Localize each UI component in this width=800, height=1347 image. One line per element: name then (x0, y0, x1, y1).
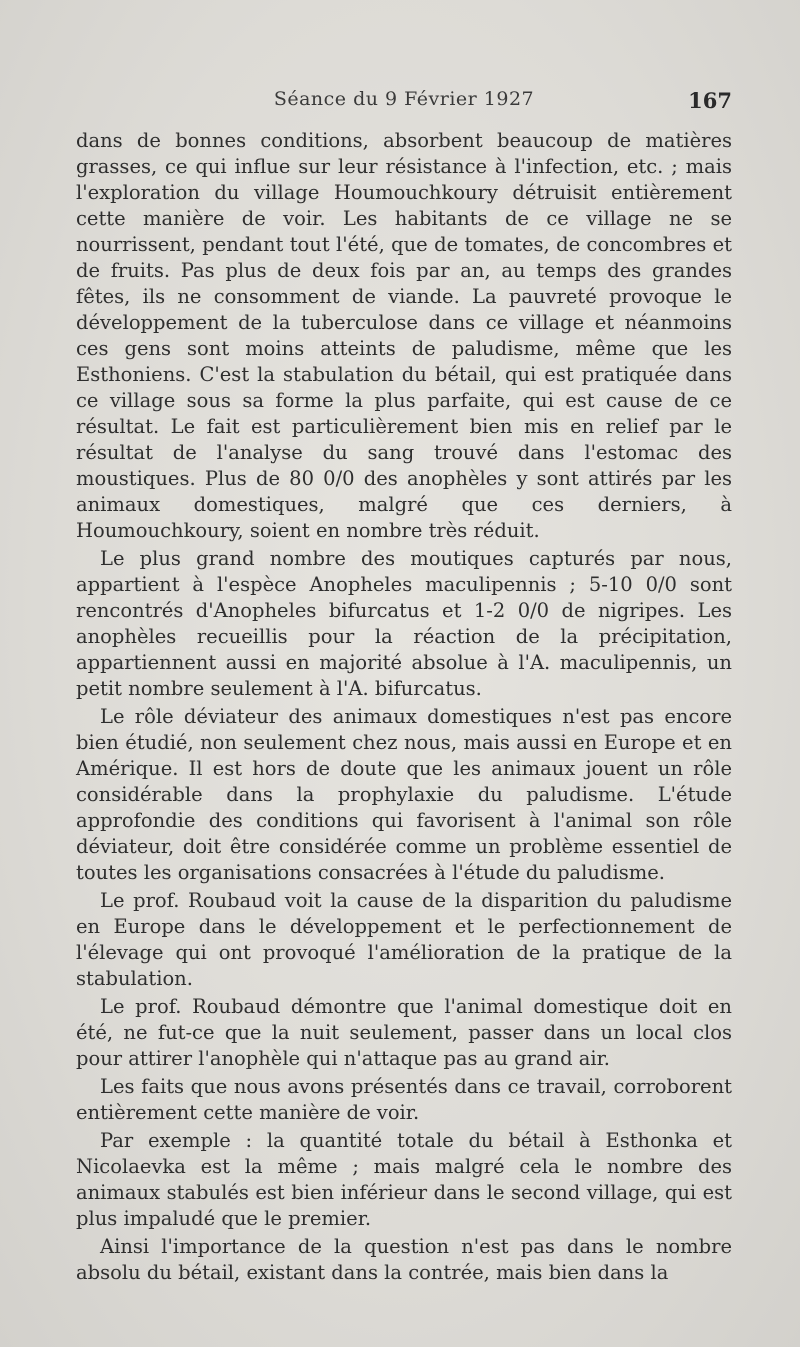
paragraph: Le rôle déviateur des animaux domestiques n'est pas encore bien étudié, non seulement chez nous, mais aussi en Europe et en Amérique. Il est hors de doute que les animaux jouent un rôle considérable dans la prophylaxie du paludisme. L'étude approfondie des conditions qui favorisent à l'animal son rôle déviateur, doit être considérée comme un problème essentiel de toutes les organisations consacrées à l'étude du paludisme. (76, 705, 732, 884)
paragraph: Les faits que nous avons présentés dans ce travail, corroborent entièrement cette manière de voir. (76, 1075, 732, 1124)
paragraph: dans de bonnes conditions, absorbent beaucoup de matières grasses, ce qui influe sur leur résistance à l'infection, etc. ; mais l'exploration du village Houmouchkoury détruisit entièrement cette manière de voir. Les habitants de ce village ne se nourrissent, pendant tout l'été, que de tomates, de concombres et de fruits. Pas plus de deux fois par an, au temps des grandes fêtes, ils ne consomment de viande. La pauvreté provoque le développement de la tuberculose dans ce village et néanmoins ces gens sont moins atteints de paludisme, même que les Esthoniens. C'est la stabulation du bétail, qui est pratiquée dans ce village sous sa forme la plus parfaite, qui est cause de ce résultat. Le fait est particulièrement bien mis en relief par le résultat de l'analyse du sang trouvé dans l'estomac des moustiques. Plus de 80 0/0 des anophèles y sont attirés par les animaux domestiques, malgré que ces derniers, à Houmouchkoury, soient en nombre très réduit. (76, 129, 732, 542)
paragraph: Le prof. Roubaud voit la cause de la disparition du paludisme en Europe dans le développement et le perfectionnement de l'élevage qui ont provoqué l'amélioration de la pratique de la stabulation. (76, 889, 732, 990)
page-header (76, 88, 732, 118)
paragraph: Le plus grand nombre des moutiques capturés par nous, appartient à l'espèce Anopheles maculipennis ; 5-10 0/0 sont rencontrés d'Anopheles bifurcatus et 1-2 0/0 de nigripes. Les anophèles recueillis pour la réaction de la précipitation, appartiennent aussi en majorité absolue à l'A. maculipennis, un petit nombre seulement à l'A. bifurcatus. (76, 547, 732, 700)
paragraph: Ainsi l'importance de la question n'est pas dans le nombre absolu du bétail, existant dans la contrée, mais bien dans la (76, 1235, 732, 1284)
paragraph: Le prof. Roubaud démontre que l'animal domestique doit en été, ne fut-ce que la nuit seulement, passer dans un local clos pour attirer l'anophèle qui n'attaque pas au grand air. (76, 995, 732, 1070)
paragraph: Par exemple : la quantité totale du bétail à Esthonka et Nicolaevka est la même ; mais malgré cela le nombre des animaux stabulés est bien inférieur dans le second village, qui est plus impaludé que le premier. (76, 1129, 732, 1230)
page-number: 167 (688, 88, 732, 113)
running-head: Séance du 9 Février 1927 (273, 88, 535, 110)
body-text (76, 128, 732, 1286)
